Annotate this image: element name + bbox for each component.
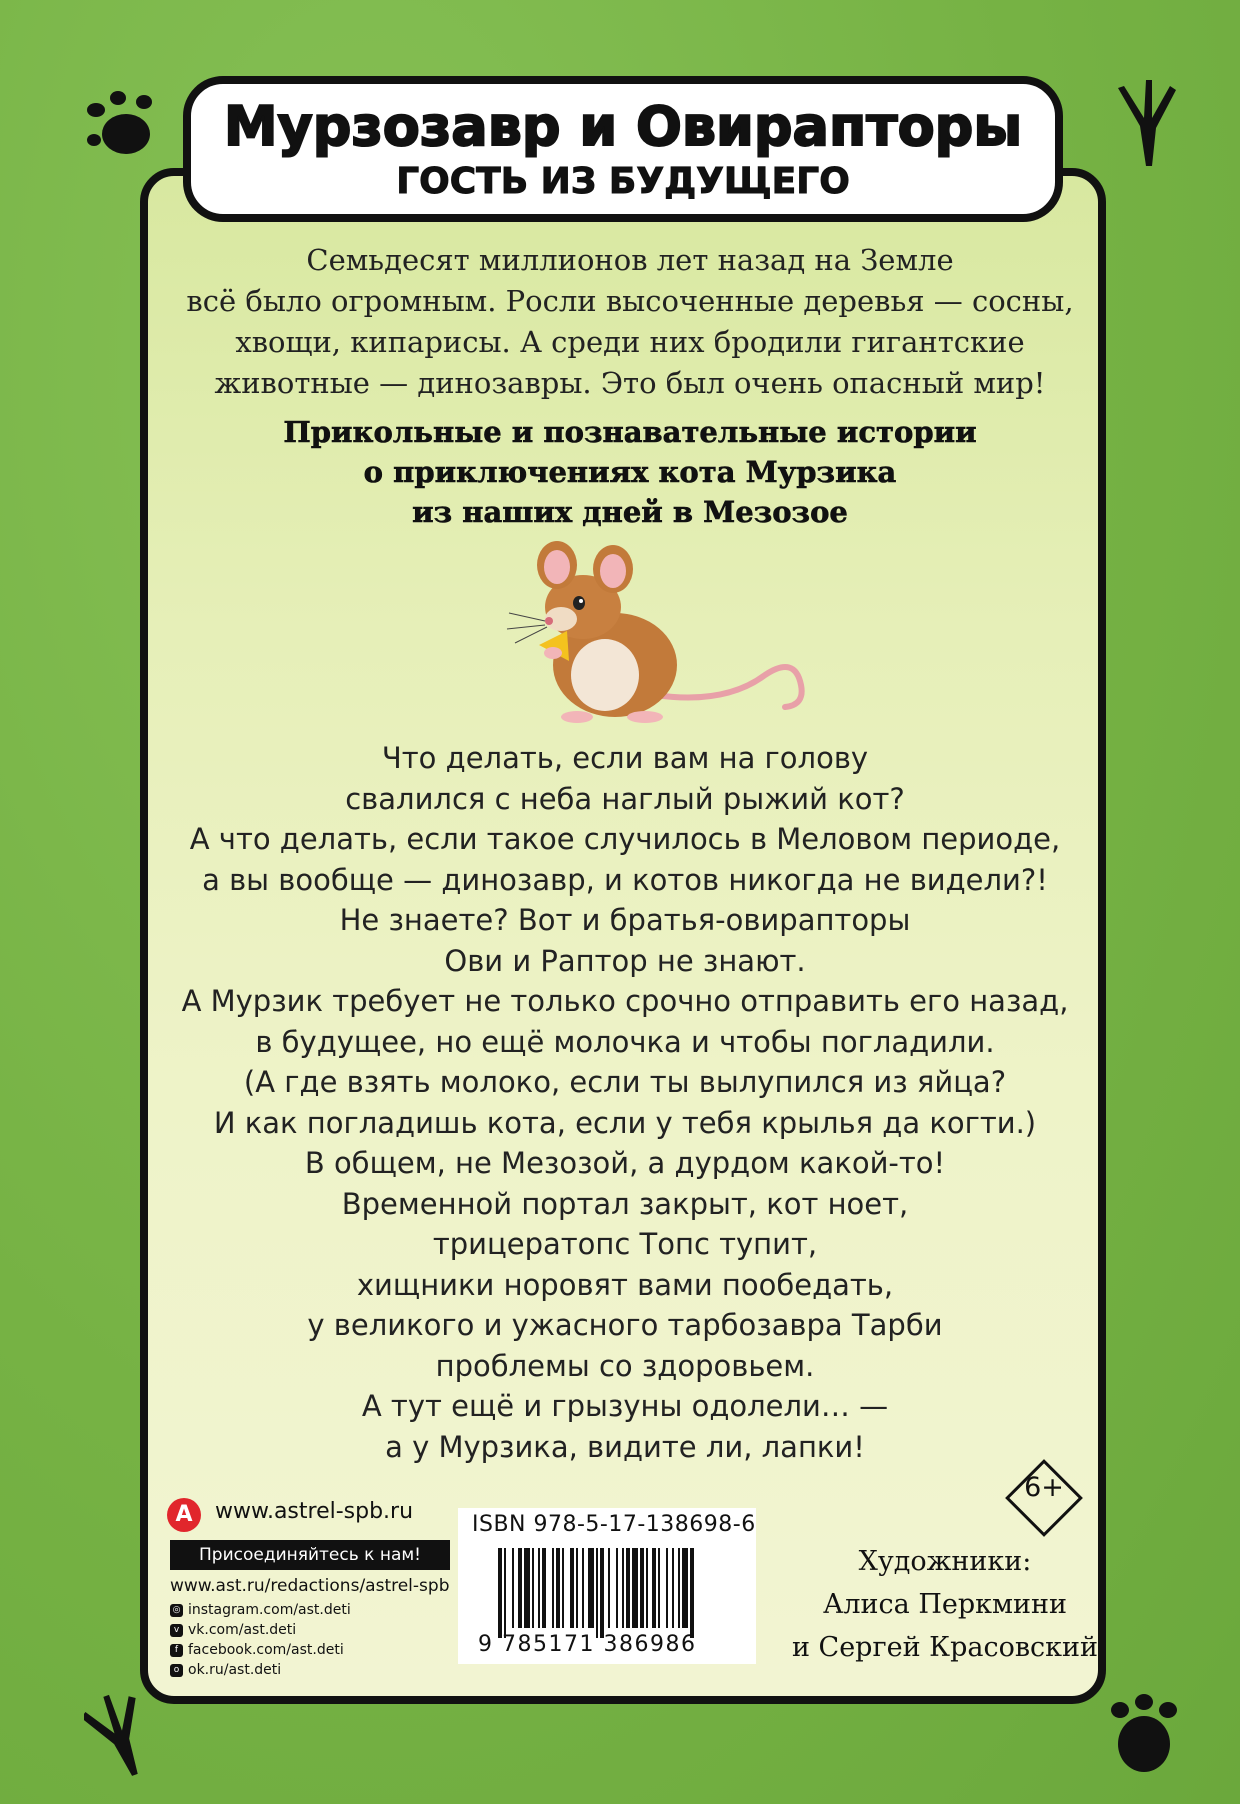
artists-heading: Художники: xyxy=(858,1546,1032,1577)
highlight-paragraph xyxy=(180,412,1080,532)
barcode-digits: 9 785171 386986 xyxy=(478,1632,697,1657)
highlight-line: из наших дней в Мезозое xyxy=(412,495,848,529)
publisher-logo-letter: А xyxy=(175,1502,193,1527)
intro-line: хвощи, кипарисы. А среди них бродили гигантские xyxy=(235,325,1025,359)
facebook-icon: f xyxy=(170,1644,183,1657)
artist-name: и Сергей Красовский xyxy=(791,1632,1099,1663)
description-text xyxy=(150,738,1100,1467)
publisher-logo-icon xyxy=(167,1498,201,1532)
description-line: И как погладишь кота, если у тебя крылья да когти.) xyxy=(213,1105,1037,1140)
publisher-site-link[interactable]: www.astrel-spb.ru xyxy=(215,1499,414,1524)
intro-paragraph xyxy=(180,240,1080,404)
description-line: А тут ещё и грызуны одолели… — xyxy=(361,1389,889,1423)
barcode-bars xyxy=(498,1548,748,1638)
intro-line: всё было огромным. Росли высоченные деревья — сосны, xyxy=(186,284,1074,318)
artists-credit xyxy=(780,1540,1110,1669)
title-box xyxy=(183,76,1063,222)
social-link-instagram[interactable]: ◎ instagram.com/ast.deti xyxy=(170,1600,351,1620)
book-subtitle: ГОСТЬ ИЗ БУДУЩЕГО xyxy=(396,161,850,202)
isbn-label: ISBN 978-5-17-138698-6 xyxy=(472,1512,756,1537)
description-line: а у Мурзика, видите ли, лапки! xyxy=(385,1429,865,1464)
claw-footprint-icon-top-right xyxy=(1110,76,1182,172)
footprint-icon-bottom-right xyxy=(1104,1692,1184,1780)
description-line: Временной портал закрыт, кот ноет, xyxy=(341,1186,909,1221)
vk-icon: v xyxy=(170,1624,183,1637)
description-line: Не знаете? Вот и братья-овирапторы xyxy=(339,903,911,937)
age-rating: 6+ xyxy=(1024,1472,1064,1503)
social-link-vk[interactable]: v vk.com/ast.deti xyxy=(170,1620,351,1640)
description-line: А что делать, если такое случилось в Меловом периоде, xyxy=(189,822,1061,856)
description-line: проблемы со здоровьем. xyxy=(435,1348,815,1383)
description-line: свалился с неба наглый рыжий кот? xyxy=(345,781,905,816)
intro-line: Семьдесят миллионов лет назад на Земле xyxy=(306,243,954,277)
highlight-line: Прикольные и познавательные истории xyxy=(283,415,977,449)
intro-line: животные — динозавры. Это был очень опасный мир! xyxy=(214,366,1046,400)
social-link-facebook[interactable]: f facebook.com/ast.deti xyxy=(170,1640,351,1660)
ok-icon: o xyxy=(170,1664,183,1677)
description-line: (А где взять молоко, если ты вылупился из яйца? xyxy=(243,1065,1007,1099)
join-us-banner: Присоединяйтесь к нам! xyxy=(170,1540,450,1570)
artist-name: Алиса Перкмини xyxy=(822,1589,1068,1620)
description-line: Ови и Раптор не знают. xyxy=(444,943,806,978)
description-line: А Мурзик требует не только срочно отправить его назад, xyxy=(181,984,1069,1018)
description-line: в будущее, но ещё молочка и чтобы погладили. xyxy=(255,1024,995,1059)
social-link-ok[interactable]: o ok.ru/ast.deti xyxy=(170,1660,351,1680)
footprint-icon-top-left xyxy=(82,88,162,164)
description-line: хищники норовят вами пообедать, xyxy=(356,1267,894,1302)
highlight-line: о приключениях кота Мурзика xyxy=(363,455,897,489)
book-title: Мурзозавр и Овирапторы xyxy=(223,95,1023,158)
description-line: В общем, не Мезозой, а дурдом какой-то! xyxy=(304,1146,946,1180)
ast-redaction-link[interactable]: www.ast.ru/redactions/astrel-spb xyxy=(170,1576,450,1596)
description-line: Что делать, если вам на голову xyxy=(381,741,869,775)
claw-footprint-icon-bottom-left xyxy=(84,1692,154,1782)
social-links xyxy=(170,1600,351,1680)
description-line: у великого и ужасного тарбозавра Тарби xyxy=(307,1308,943,1342)
description-line: трицератопс Топс тупит, xyxy=(432,1227,818,1261)
description-line: а вы вообще — динозавр, и котов никогда не видели?! xyxy=(202,862,1048,897)
mouse-illustration xyxy=(505,535,825,735)
instagram-icon: ◎ xyxy=(170,1604,183,1617)
